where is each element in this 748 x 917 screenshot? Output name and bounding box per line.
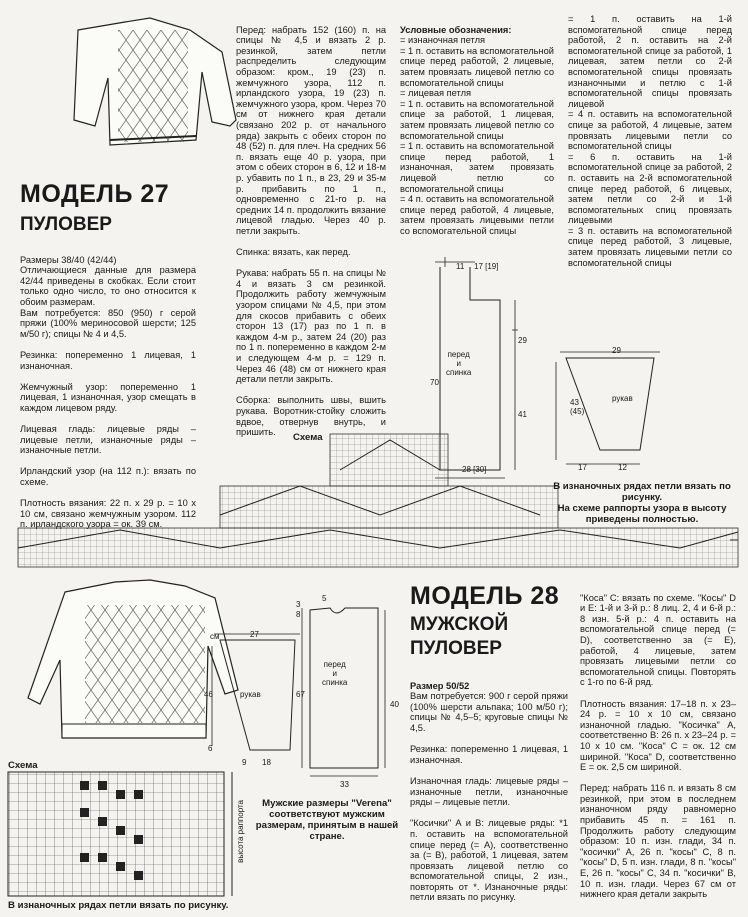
model27-col2 [236,14,386,448]
model27-front-label: перед и спинка [446,350,472,377]
model27-dim-70: 70 [430,378,439,387]
model28-cables: "Косички" А и В: лицевые ряды: *1 п. оставить на вспомогательной спице перед (= А), соответственно за (= В), работой, 1 лицевая, затем провязать лицевой петлю со вспомогательной спицы, 2 изн., повторять от *. Изнаночные ряды: петли вязать по рисунку. [410,818,568,903]
model27-dim-29: 29 [518,336,527,345]
model28-dim-6: 6 [208,744,213,753]
model27-sleeve-b1: 17 [578,463,587,472]
model28-dim-3: 3 [296,600,301,609]
model27-front: Перед: набрать 152 (160) п. на спицы № 4,5 и вязать 2 р. резинкой, затем петли распределить следующим образом: кром., 19 (23) п. жемчужного узора, 112 п. ирландского узора, 19 (23) п. жемчужного узора, кром. Через 70 см от нижнего края детали (связано 202 р. от начального ряда) закрыть с обеих сторон по 48 (52) п. для плеч. На средних 56 п. вязать еще 40 р. узора, при этом с обеих сторон в 6, 12 и 18-м р. убавить по 1 п., в 23, 29 и 35-м р. прибавить по 1 п., одновременно с 21-го р. на средних 14 п. продолжить вязание лицевой гладью. Через 40 р. петли закрыть. [236,24,386,236]
model28-chart-note: В изнаночных рядах петли вязать по рисунку. [8,900,229,911]
model28-scheme-label: Схема [8,760,38,771]
model28-braid: "Коса" С: вязать по схеме. "Косы" D и Е: 1-й и 3-й р.: 8 лиц. 2, 4 и 6-й р.: 8 изн. 5-й р.: 4 п. оставить на вспомогательной спице перед (= D), соответственно за (= Е), работой, 4 лицевые, затем провязать лицевыми петли со вспомогательной спицы. Повторять с 1-го по 6-й ряд. [580,592,736,688]
model28-size: Размер 50/52 [410,680,470,691]
model27-dim-bottom: 28 [30] [462,465,487,474]
model28-scheme-side: высота раппорта [236,800,245,863]
model28-col2 [580,582,736,910]
model27-legend-items: = изнаночная петля = 1 п. оставить на вспомогательной спице перед работой, 2 лицевые, затем провязать лицевой петлю со вспомогательной спицы = лицевая петля = 1 п. оставить на вспомогательной спице за работой, 1 лицевая, затем провязать лицевой петлю со вспомогательной спицы = 1 п. оставить на вспомогательной спице перед работой, 1 изнаночная, затем провязать лицевой петлю со вспомогательной спицы = 4 п. оставить на вспомогательной спице перед работой, 4 лицевые, затем провязать лицевыми петли со вспомогательной спицы [400,35,554,236]
model27-chart-note: В изнаночных рядах петли вязать по рисунку. На схеме раппорты узора в высоту приведены полностью. [553,481,731,525]
model27-scheme-label: Схема [293,432,323,443]
model27-assembly: Сборка: выполнить швы, вшить рукава. Воротник-стойку сложить вдвое, отвернув внутрь, и пришить. [236,395,386,438]
model27-pearl: Жемчужный узор: попеременно 1 лицевая, 1 изнаночная, узор смещать в каждом лицевом ряду. [20,381,196,413]
model28-front-label: перед и спинка [322,660,348,687]
model28-gauge: Плотность вязания: 17–18 п. х 23–24 р. = 10 х 10 см, связано изнаночной гладью. "Косичка" А, соответственно В: 26 п. х 23–24 р. = 10 х 10 см. "Коса" С = ок. 12 см шириной. "Коса" D, соответственно Е = ок. 2,5 см шириной. [580,698,736,773]
model28-purl: Изнаночная гладь: лицевые ряды – изнаночные петли, изнаночные ряды – лицевые петли. [410,775,568,808]
model28-rib: Резинка: попеременно 1 лицевая, 1 изнаночная. [410,744,568,765]
model28-scheme-chart [8,772,232,896]
model27-subtitle: ПУЛОВЕР [20,214,112,235]
model28-front: Перед: набрать 116 п. и вязать 8 см резинкой, при этом в последнем изнаночном ряду равномерно прибавить 45 п. = 161 п. Продолжить работу следующим образом: 10 п. изн. глади, 34 п. "косички" А, 26 п. "косы" С, 8 п. "косы" D, 5 п. изн. глади, 8 п. "косы" Е, 26 п. "косы" С, 34 п. "косички" В, 10 п. изн. глади. Через 67 см от нижнего края детали закрыть [580,783,736,900]
model28-front-schematic [302,608,385,776]
model27-sleeve-side: 43 (45) [570,398,585,416]
model28-sleeve-label: рукав [240,690,261,699]
model28-sweater-sketch [28,580,238,738]
model28-dim-27: 27 [250,630,259,639]
model27-legend-title: Условные обозначения: [400,24,512,35]
model28-dim-8: 8 [296,610,301,619]
model28-col1 [410,670,568,914]
model27-intro: Размеры 38/40 (42/44) Отличающиеся данные для размера 42/44 приведены в скобках. Если стоит только одно число, то оно относится к обоим размерам. [20,254,196,307]
model27-gauge: Плотность вязания: 22 п. х 29 р. = 10 х 10 см, связано жемчужным узором. 112 п. ирландского узора = ок. 39 см. [20,498,196,530]
model27-legend [400,14,554,247]
model28-subtitle-1: МУЖСКОЙ [410,614,509,635]
model27-dim-top2: 17 [19] [474,262,499,271]
model27-sleeve-b2: 12 [618,463,627,472]
model28-dim-67: 67 [296,690,305,699]
model28-dim-9: 9 [242,758,247,767]
model28-title: МОДЕЛЬ 28 [410,582,560,610]
model27-col1 [20,244,196,541]
model28-dim-33: 33 [340,780,349,789]
model28-cm-1: см [210,632,220,641]
model27-title: МОДЕЛЬ 27 [20,180,170,208]
model27-sleeves: Рукава: набрать 55 п. на спицы № 4 и вязать 3 см резинкой. Продолжить работу жемчужным узором спицами № 4,5, при этом для скосов прибавить с обеих сторон 13 (17) раз по 1 п. в каждом 4-м р., затем 24 (20) раз по 1 п. попеременно в каждом 2-м и следующем 4-м р. = 129 п. Через 46 (48) см от нижнего края детали петли закрыть. [236,268,386,385]
model27-dim-top: 11 [456,262,465,271]
model27-dim-41: 41 [518,410,527,419]
model28-materials: Вам потребуется: 900 г серой пряжи (100% шерсти альпака; 100 м/50 г); спицы № 4,5–5; круговые спицы № 4,5. [410,691,568,733]
model28-dim-40: 40 [390,700,399,709]
model27-sleeve-label: рукав [612,394,633,403]
model27-sleeve-top: 29 [612,346,621,355]
model27-irish: Ирландский узор (на 112 п.): вязать по схеме. [20,466,196,488]
model27-materials: Вам потребуется: 850 (950) г серой пряжи (100% мериносовой шерсти; 125 м/50 г); спицы № 4 и 4,5. [20,307,196,339]
model28-dim-18: 18 [262,758,271,767]
model27-legend-cont: = 1 п. оставить на 1-й вспомогательной спице перед работой, 2 п. оставить на 2-й вспомогательной спице за работой, 1 лицевая, затем петли со 2-й вспомогательной спицы провязать изнаночными и петлю с 1-й вспомогательной спицы провязать лицевой = 4 п. оставить на вспомогательной спице за работой, 4 лицевые, затем провязать лицевыми петли со вспомогательной спицы = 6 п. оставить на 1-й вспомогательной спице за работой, 2 п. оставить на 2-й вспомогательной спице перед работой, 6 лицевых, затем петли со 2-й и 1-й вспомогательных спиц провязать лицевыми = 3 п. оставить на вспомогательной спице перед работой, 3 лицевые, затем провязать лицевыми петли со вспомогательной спицы [568,14,732,268]
model28-dim-46: 46 [204,690,213,699]
model27-rib: Резинка: попеременно 1 лицевая, 1 изнаночная. [20,349,196,371]
model27-back: Спинка: вязать, как перед. [236,247,351,258]
model27-stockinette: Лицевая гладь: лицевые ряды – лицевые петли, изнаночные ряды – изнаночные петли. [20,424,196,456]
model27-sweater-sketch [74,18,236,145]
model28-subtitle-2: ПУЛОВЕР [410,638,502,659]
model28-verena-note: Мужские размеры "Verena" соответствуют мужским размерам, принятым в нашей стране. [255,798,399,842]
model28-dim-5: 5 [322,594,327,603]
